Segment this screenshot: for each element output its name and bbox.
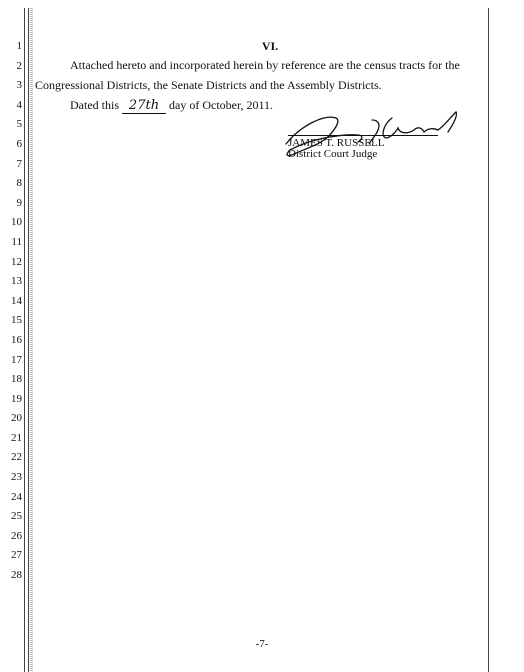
line-number: 9 [16, 196, 22, 209]
line-number: 16 [11, 333, 22, 346]
left-margin-rule-outer [24, 8, 25, 672]
line-number: 21 [11, 431, 22, 444]
line-number: 15 [11, 314, 22, 327]
right-margin-rule [488, 8, 489, 672]
signer-name: JAMES T. RUSSELL [288, 135, 438, 150]
line-number: 4 [16, 98, 22, 111]
line-number: 8 [16, 177, 22, 190]
handwritten-day: 27th [128, 98, 160, 113]
signer-title: District Court Judge [288, 148, 378, 160]
line-number: 14 [11, 294, 22, 307]
line-number: 10 [11, 216, 22, 229]
line-number: 18 [11, 373, 22, 386]
paragraph-line-2: Congressional Districts, the Senate Districts and the Assembly Districts. [35, 78, 382, 92]
dated-suffix: day of October, 2011. [169, 98, 274, 112]
line-number: 2 [16, 59, 22, 72]
dated-line [70, 97, 273, 114]
line-number: 17 [11, 353, 22, 366]
left-margin-shading [30, 8, 33, 672]
paragraph-line-1: Attached hereto and incorporated herein by reference are the census tracts for the [70, 58, 460, 72]
line-number: 28 [11, 569, 22, 582]
line-number-column [0, 37, 22, 586]
line-number: 23 [11, 471, 22, 484]
line-number: 19 [11, 392, 22, 405]
line-number: 27 [11, 549, 22, 562]
dated-prefix: Dated this [70, 98, 119, 112]
line-number: 6 [16, 137, 22, 150]
line-number: 20 [11, 412, 22, 425]
line-number: 7 [16, 157, 22, 170]
line-number: 5 [16, 118, 22, 131]
line-number: 1 [16, 40, 22, 52]
line-number: 11 [11, 235, 22, 248]
line-number: 25 [11, 510, 22, 523]
line-number: 22 [11, 451, 22, 464]
page-number: -7- [255, 638, 269, 650]
line-number: 12 [11, 255, 22, 268]
day-blank [122, 97, 166, 114]
line-number: 3 [16, 79, 22, 92]
line-number: 13 [11, 275, 22, 288]
line-number: 24 [11, 490, 22, 503]
line-number: 26 [11, 529, 22, 542]
section-heading: VI. [261, 39, 279, 53]
left-margin-rule-inner [28, 8, 29, 672]
